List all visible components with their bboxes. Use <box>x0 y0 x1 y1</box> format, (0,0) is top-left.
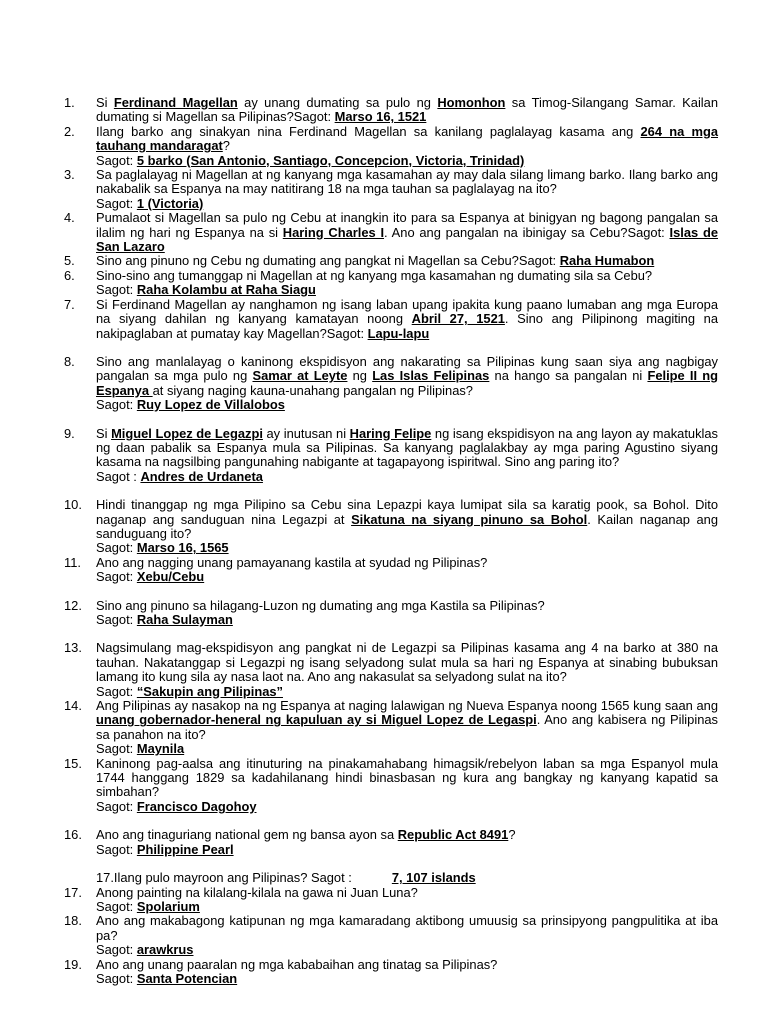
text-run: ay unang dumating sa pulo ng <box>237 95 438 110</box>
text-run: Anong painting na kilalang-kilala na gawa ni Juan Luna? <box>96 884 418 900</box>
answer-highlight: Ferdinand Magellan <box>113 95 238 110</box>
item-body <box>96 757 718 815</box>
answer-highlight: Republic Act 8491 <box>397 827 509 843</box>
question-text <box>96 254 718 268</box>
item-body <box>96 958 718 987</box>
question-text <box>96 168 718 197</box>
answer-highlight: Abril 27, 1521 <box>411 311 505 327</box>
answer-line <box>96 154 718 168</box>
text-run: Si <box>96 95 114 110</box>
answer-highlight: Sikatuna na siyang pinuno sa Bohol <box>351 511 588 527</box>
question-text <box>96 498 718 541</box>
answer-line <box>96 197 718 211</box>
answer-highlight: Samar at Leyte <box>252 368 348 384</box>
item-body <box>96 828 718 857</box>
question-item <box>64 355 718 413</box>
text-run: . Kailan naganap ang sanduguang ito? <box>96 511 718 541</box>
answer-highlight: 264 na mga tauhang mandaragat <box>96 123 718 154</box>
answer-line <box>96 685 718 699</box>
question-text <box>96 757 718 800</box>
text-run: Sagot: <box>96 152 137 168</box>
answer-line <box>96 398 718 412</box>
question-item <box>64 96 718 125</box>
text-run: at siyang naging kauna-unahang pangalan ng Pilipinas? <box>152 382 473 398</box>
text-run: Sino-sino ang tumanggap ni Magellan at ng kanyang mga kasamahan ng dumating sila sa Cebu? <box>96 267 653 283</box>
question-item <box>64 886 718 915</box>
question-item <box>64 828 718 857</box>
text-run: ng <box>347 368 373 384</box>
text-run: ? <box>508 827 516 843</box>
answer-highlight: 1 (Victoria) <box>136 195 204 211</box>
text-run: Sagot: <box>96 683 137 699</box>
text-run: Sino ang pinuno sa hilagang-Luzon ng dumating ang mga Kastila sa Pilipinas? <box>96 597 545 613</box>
item-body <box>96 269 718 298</box>
item-number: 5. <box>64 253 75 269</box>
item-number: 4. <box>64 210 75 226</box>
question-item <box>64 498 718 556</box>
item-number: 12. <box>64 597 82 613</box>
text-run: Sagot: <box>96 841 137 857</box>
answer-highlight: Andres de Urdaneta <box>140 468 263 484</box>
answer-highlight: arawkrus <box>136 942 194 958</box>
answer-highlight: Haring Charles I <box>282 224 385 240</box>
question-text <box>96 298 718 341</box>
text-run: Ano ang nagging unang pamayanang kastila at syudad ng Pilipinas? <box>96 554 488 570</box>
question-text <box>96 699 718 742</box>
text-run: ng isang ekspidisyon na ang layon ay makatuklas ng daan pabalik sa Espanya mula sa Pilipinas. Sa kanyang paglalakbay ay mga paring Agustino siyang kasama na nagsilbing pangunahing nabigante at tagapayong ispiritwal. Sino ang paring ito? <box>96 425 719 470</box>
question-item <box>64 211 718 254</box>
question-item <box>64 168 718 211</box>
text-run: Sagot: <box>96 569 137 585</box>
text-run: sa Timog-Silangang Samar. Kailan dumating si Magellan sa Pilipinas?Sagot: <box>96 95 719 125</box>
answer-line <box>96 742 718 756</box>
text-run: Sagot: <box>96 942 137 958</box>
answer-line <box>96 843 718 857</box>
answer-highlight: unang gobernador-heneral ng kapuluan ay si Miguel Lopez de Legaspi <box>96 712 537 728</box>
question-item <box>64 269 718 298</box>
text-run: Sino ang manlalayag o kaninong ekspidisyon ang nakarating sa Pilipinas kung saan siya ang nagbigay pangalan sa mga pulo ng <box>96 353 718 384</box>
item-body <box>96 168 718 211</box>
question-item <box>64 641 718 699</box>
item-number: 2. <box>64 123 75 139</box>
answer-highlight: Miguel Lopez de Legazpi <box>111 425 263 441</box>
question-item <box>64 298 718 341</box>
answer-highlight: Xebu/Cebu <box>136 569 205 585</box>
question-text <box>96 914 718 943</box>
item-number: 6. <box>64 267 75 283</box>
document-body <box>64 96 718 986</box>
item-number: 14. <box>64 698 82 714</box>
item-body <box>96 556 718 585</box>
text-run: Ano ang tinaguriang national gem ng bansa ayon sa <box>96 827 398 843</box>
text-run: Ilang barko ang sinakyan nina Ferdinand Magellan sa kanilang paglalayag kasama ang <box>96 123 641 139</box>
question-item <box>64 699 718 757</box>
text-run: Hindi tinanggap ng mga Pilipino sa Cebu sina Lepazpi kaya lumipat sila sa karatig pook, sa Bohol. Dito naganap ang sanduguan nina Legazpi at <box>96 497 718 527</box>
text-run: Sagot : <box>96 468 141 484</box>
text-run: Si Ferdinand Magellan ay nanghamon ng isang laban upang ipakita kung paano lumaban ang mga Europa na siyang dahilan ng kanyang kamatayan noong <box>96 296 718 327</box>
text-run: Pumalaot si Magellan sa pulo ng Cebu at inangkin ito para sa Espanya at binigyan ng bagong pangalan sa ilalim ng hari ng Espanya na si <box>96 210 718 240</box>
answer-line <box>96 900 718 914</box>
answer-line <box>96 972 718 986</box>
item-number: 13. <box>64 640 82 656</box>
answer-highlight: Homonhon <box>437 95 506 110</box>
question-text <box>96 211 718 254</box>
item-body <box>96 125 718 168</box>
item-body <box>96 699 718 757</box>
text-run: Sagot: <box>96 970 137 986</box>
item-number: 8. <box>64 353 75 369</box>
answer-highlight: Marso 16, 1565 <box>136 540 229 556</box>
item-number: 10. <box>64 497 82 513</box>
answer-highlight: Francisco Dagohoy <box>136 798 257 814</box>
text-run: Nagsimulang mag-ekspidisyon ang pangkat ni de Legazpi sa Pilipinas kasama ang 4 na barko at 380 na tauhan. Nakatanggap si Legazpi ng isang selyadong sulat mula sa hari ng Espanya at sinabing bubuksan lamang ito kung sila ay nasa laot na. Ano ang nakasulat sa selyadong sulat na ito? <box>96 640 718 685</box>
text-run: . Sino ang Pilipinong magiting na nakipaglaban at pumatay kay Magellan?Sagot: <box>96 311 718 341</box>
answer-highlight: 7, 107 islands <box>391 870 476 886</box>
answer-highlight: Ruy Lopez de Villalobos <box>136 397 285 413</box>
answer-highlight: Haring Felipe <box>349 425 432 441</box>
text-run: ay inutusan ni <box>262 425 350 441</box>
text-run: Ang Pilipinas ay nasakop na ng Espanya at naging lalawigan ng Nueva Espanya noong 1565 kung saan ang <box>96 698 718 714</box>
item-body <box>96 355 718 413</box>
item-number: 19. <box>64 956 82 972</box>
text-run: Sagot: <box>96 612 137 627</box>
answer-highlight: Marso 16, 1521 <box>334 109 427 125</box>
item-number: 7. <box>64 296 75 312</box>
text-run: . Ano ang kabisera ng Pilipinas sa panahon na ito? <box>96 712 718 742</box>
text-run: Sagot: <box>96 540 137 556</box>
question-item <box>64 254 718 268</box>
question-item <box>64 599 718 628</box>
answer-highlight: Raha Sulayman <box>136 612 233 627</box>
item-body <box>96 641 718 699</box>
answer-highlight: Philippine Pearl <box>136 841 234 857</box>
text-run: Sagot: <box>96 798 137 814</box>
answer-line <box>96 613 718 627</box>
answer-highlight: Lapu-lapu <box>367 325 430 341</box>
question-text <box>96 427 718 470</box>
text-run: . Ano ang pangalan na ibinigay sa Cebu?Sagot: <box>384 224 670 240</box>
item-number: 17. <box>64 884 82 900</box>
item-body <box>96 886 718 915</box>
answer-line <box>96 283 718 297</box>
item-body <box>96 427 718 485</box>
question-item-unnumbered <box>64 871 718 885</box>
item-body <box>96 498 718 556</box>
item-body <box>96 211 718 254</box>
text-run: Sagot: <box>96 741 137 757</box>
text-run: Kaninong pag-aalsa ang itinuturing na pinakamahabang himagsik/rebelyon laban sa mga Espanyol mula 1744 hanggang 1829 sa kadahilanang hindi binasbasan ng kura ang bangkay ng kanyang kapatid sa simbahan? <box>96 755 718 800</box>
answer-highlight: Spolarium <box>136 898 200 914</box>
question-item <box>64 556 718 585</box>
question-text <box>96 828 718 842</box>
answer-line <box>96 541 718 555</box>
item-number: 3. <box>64 167 75 183</box>
answer-highlight: Raha Kolambu at Raha Siagu <box>136 282 316 298</box>
answer-highlight: 5 barko (San Antonio, Santiago, Concepcion, Victoria, Trinidad) <box>136 152 525 168</box>
answer-highlight: Las Islas Felipinas <box>372 368 490 384</box>
answer-highlight: “Sakupin ang Pilipinas” <box>136 683 283 699</box>
text-run: Sagot: <box>96 195 137 211</box>
question-item <box>64 914 718 957</box>
answer-line <box>96 470 718 484</box>
answer-highlight: Islas de San Lazaro <box>96 224 719 255</box>
item-body <box>96 914 718 957</box>
text-run: ? <box>222 138 230 154</box>
question-text <box>96 556 718 570</box>
item-body <box>96 599 718 628</box>
item-body <box>96 96 718 125</box>
text-run: Ano ang makabagong katipunan ng mga kamaradang aktibong umuusig sa prinsipyong pangpulitika at iba pa? <box>96 913 718 943</box>
question-text <box>96 96 718 125</box>
question-item <box>64 757 718 815</box>
question-text: 17.Ilang pulo mayroon ang Pilipinas? Sagot : <box>96 870 352 886</box>
question-text <box>96 125 718 154</box>
item-number: 16. <box>64 827 82 843</box>
text-run: Ano ang unang paaralan ng mga kababaihan ang tinatag sa Pilipinas? <box>96 956 498 972</box>
answer-line <box>96 800 718 814</box>
question-item <box>64 427 718 485</box>
text-run: Sagot: <box>96 898 137 914</box>
answer-highlight: Santa Potencian <box>136 970 238 986</box>
question-item <box>64 125 718 168</box>
answer-highlight: Maynila <box>136 741 185 757</box>
item-body <box>96 254 718 268</box>
question-item <box>64 958 718 987</box>
text-run: na hango sa pangalan ni <box>489 368 648 384</box>
item-body <box>96 298 718 341</box>
item-number: 1. <box>64 95 75 110</box>
question-text <box>96 958 718 972</box>
answer-highlight: Felipe II ng Espanya <box>96 368 719 398</box>
question-text <box>96 355 718 398</box>
answer-highlight: Raha Humabon <box>559 253 655 269</box>
text-run: Sa paglalayag ni Magellan at ng kanyang mga kasamahan ay may dala silang limang barko. Ilang barko ang nakabalik sa Espanya na may natitirang 18 na mga tauhan sa paglalayag na ito? <box>96 167 718 197</box>
answer-line <box>96 570 718 584</box>
text-run: Sagot: <box>96 282 137 298</box>
text-run: Sagot: <box>96 397 137 413</box>
question-text <box>96 599 718 613</box>
question-text <box>96 641 718 684</box>
item-number: 18. <box>64 913 82 929</box>
question-text <box>96 886 718 900</box>
text-run: Si <box>96 425 112 441</box>
question-text <box>96 269 718 283</box>
item-number: 15. <box>64 755 82 771</box>
item-number: 9. <box>64 425 75 441</box>
answer-line <box>96 943 718 957</box>
text-run: Sino ang pinuno ng Cebu ng dumating ang pangkat ni Magellan sa Cebu?Sagot: <box>96 253 560 269</box>
item-number: 11. <box>64 554 81 570</box>
